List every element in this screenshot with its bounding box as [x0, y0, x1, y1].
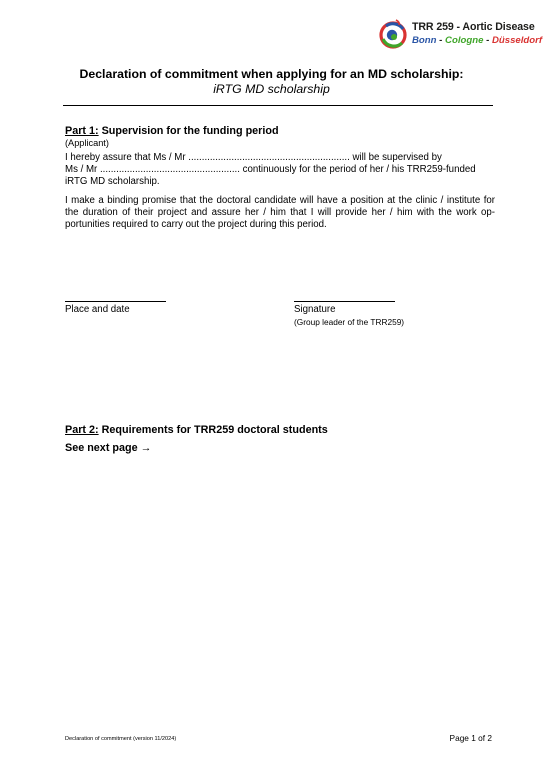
logo-separator: -	[436, 35, 446, 46]
title-divider	[63, 105, 493, 106]
signature-line	[294, 301, 395, 302]
aortic-disease-logo-icon	[378, 17, 410, 51]
logo-city-cologne: Cologne	[445, 35, 484, 46]
see-next-page: See next page →	[65, 442, 152, 454]
part1-label: Part 1:	[65, 125, 99, 137]
applicant-note: (Applicant)	[65, 138, 109, 148]
logo-city-duesseldorf: Düsseldorf	[491, 35, 543, 46]
footer-version: Declaration of commitment (version 11/2024)	[65, 736, 177, 742]
part2-label: Part 2:	[65, 424, 99, 436]
part2-heading	[65, 424, 328, 436]
assurance-line-1: I hereby assure that Ms / Mr ............................................................ will be supervised by	[65, 152, 442, 163]
page-number: Page 1 of 2	[449, 733, 492, 743]
document-subtitle: iRTG MD scholarship	[213, 82, 330, 96]
part2-title: Requirements for TRR259 doctoral students	[98, 424, 328, 436]
signature-label: Signature	[294, 304, 336, 315]
logo-title: TRR 259 - Aortic Disease	[412, 21, 535, 33]
logo-separator: -	[483, 35, 492, 46]
document-title: Declaration of commitment when applying for an MD scholarship:	[79, 67, 464, 81]
place-date-label: Place and date	[65, 304, 130, 315]
part1-title: Supervision for the funding period	[98, 125, 279, 137]
part1-heading	[65, 125, 279, 137]
trr259-logo	[378, 17, 543, 51]
signature-sublabel: (Group leader of the TRR259)	[294, 317, 405, 327]
logo-cities	[412, 35, 542, 46]
assurance-line-2: Ms / Mr .................................................... continuously for the period of her / his TRR259-funded	[65, 163, 476, 175]
binding-promise-paragraph: I make a binding promise that the doctoral candidate will have a position at the clinic / institute for the duration of their project and assure her / him that I will provide her / him with the work op-portunities required to carry out the project during this period.	[65, 195, 495, 230]
assurance-line-3: iRTG MD scholarship.	[65, 175, 160, 187]
assurance-paragraph	[65, 152, 495, 187]
logo-city-bonn: Bonn	[412, 35, 437, 46]
place-date-line	[65, 301, 166, 302]
